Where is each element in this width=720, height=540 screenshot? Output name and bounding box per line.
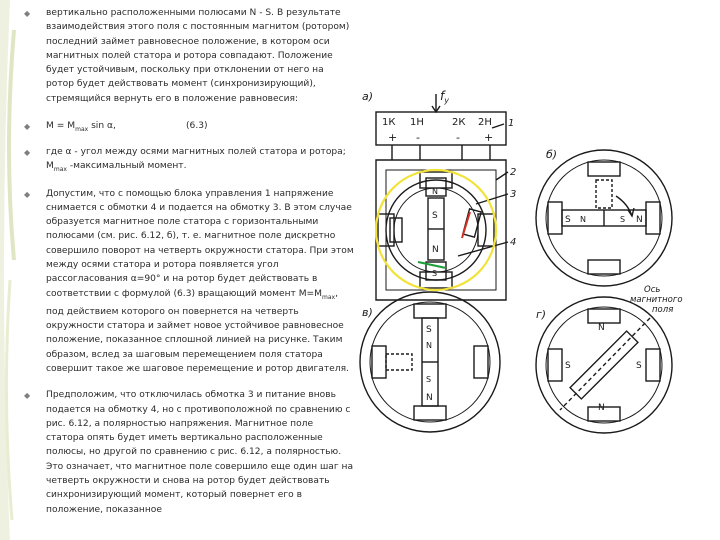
panel-a-label: а) — [362, 90, 374, 103]
axis-label-line2: магнитного — [630, 295, 683, 305]
terminal-2n: 2Н — [478, 117, 492, 128]
formula-equation: $M = M_{max}$ sin α, — [46, 121, 116, 133]
panel-g-pole-s-right: S — [636, 361, 642, 371]
rotor-pole-n: N — [432, 245, 439, 255]
minus-sign: - — [456, 131, 460, 144]
panel-v-diagram — [360, 292, 500, 432]
panel-v-pole-s: S — [426, 325, 432, 335]
terminal-1k: 1К — [382, 117, 396, 128]
paragraph-switch — [24, 187, 354, 377]
bullet-icon: ◆ — [24, 122, 31, 132]
figure-svg — [356, 86, 720, 540]
axis-label-line3: поля — [652, 305, 674, 315]
paragraph-intro-text: вертикально расположенными полюсами N - S. В результате взаимодействия этого поля с постоянным магнитом (ротором) последний займет равновесное положение, в котором оси магнитных полей статора и ротора совпадают. Положение будет устойчивым, поскольку при отклонении от него на ротор будет действовать момент (синхронизирующий), стремящийся вернуть его в положение равновесия: — [46, 8, 350, 104]
bullet-icon: ◆ — [24, 9, 31, 18]
panel-v-pole-n: N — [426, 393, 433, 403]
red-arrow — [462, 212, 470, 238]
panel-v-rotor-n: N — [426, 341, 432, 350]
panel-b-pole-n: N — [636, 215, 643, 225]
panel-g-pole-n-bottom: N — [598, 403, 605, 413]
stepper-motor-figure — [356, 86, 720, 540]
green-pointer — [418, 262, 446, 268]
panel-b-rotor-s: S — [620, 215, 626, 224]
panel-b-rotor-n: N — [580, 215, 586, 224]
terminal-2k: 2К — [452, 117, 466, 128]
text-column — [24, 6, 354, 517]
panel-v-rotor-s: S — [426, 375, 432, 384]
callout-1: 1 — [508, 118, 515, 129]
paragraph-where-text: где α - угол между осями магнитных полей статора и ротора; $M_{max}$ -максимальный момент. — [46, 147, 346, 174]
stator-pole-n: N — [432, 187, 438, 196]
formula-number: (6.3) — [186, 121, 208, 132]
voltage-label: $f_у$ — [440, 89, 449, 105]
paragraph-where — [24, 145, 354, 177]
plus-sign: + — [388, 131, 398, 144]
axis-label-line1: Ось — [644, 285, 661, 295]
terminal-1n: 1Н — [410, 117, 424, 128]
panel-g-pole-s-left: S — [565, 361, 571, 371]
plus-sign: + — [484, 131, 494, 144]
panel-b-pole-s: S — [565, 215, 571, 225]
bullet-icon: ◆ — [24, 189, 31, 199]
bullet-icon: ◆ — [24, 148, 31, 158]
callout-3: 3 — [510, 189, 517, 200]
panel-v-label: в) — [362, 306, 373, 319]
stator-pole-s: S — [432, 269, 438, 278]
formula-line — [24, 119, 354, 137]
callout-4: 4 — [510, 237, 517, 248]
callout-2: 2 — [510, 167, 517, 178]
panel-g-label: г) — [536, 308, 547, 321]
paragraph-switch-text: Допустим, что с помощью блока управления 1 напряжение снимается с обмотки 4 и подается на обмотку 3. В этом случае образуется магнитное поле статора с горизонтальными полюсами (см. рис. 6.12, б), т. е. магнитное поле дискретно совершило поворот на четверть окружности статора. При этом между осями статора и ротора появляется угол рассогласования α=90° и на ротор будет действовать в соответствии с формулой (6.3) вращающий момент $M=M_{max}$, под действием которого он повернется на четверть окружности статора и займет новое устойчивое равновесное положение, показанное сплошной линией на рисунке. Таким образом, вслед за шаговым перемещением поля статора совершит такое же шаговое перемещение и ротор двигателя. — [46, 188, 354, 374]
coil-left — [390, 218, 402, 242]
bullet-icon: ◆ — [24, 391, 31, 401]
minus-sign: - — [416, 131, 420, 144]
rotor-pole-s: S — [432, 211, 438, 221]
panel-g-pole-n-top: N — [598, 323, 605, 333]
panel-b-diagram — [536, 150, 672, 286]
paragraph-reverse-text: Предположим, что отключилась обмотка 3 и питание вновь подается на обмотку 4, но с противоположной по сравнению с рис. 6.12, а полярностью напряжения. Магнитное поле статора опять будет иметь вертикально расположенные полюсы, но другой по сравнению с рис. 6.12, а полярностью. Это означает, что магнитное поле совершило еще один шаг на четверть окружности и снова на ротор будет действовать синхронизирующий момент, который повернет его в положение, показанное — [46, 390, 354, 515]
panel-b-label: б) — [546, 148, 558, 161]
paragraph-reverse — [24, 388, 354, 517]
paragraph-intro — [24, 6, 354, 106]
